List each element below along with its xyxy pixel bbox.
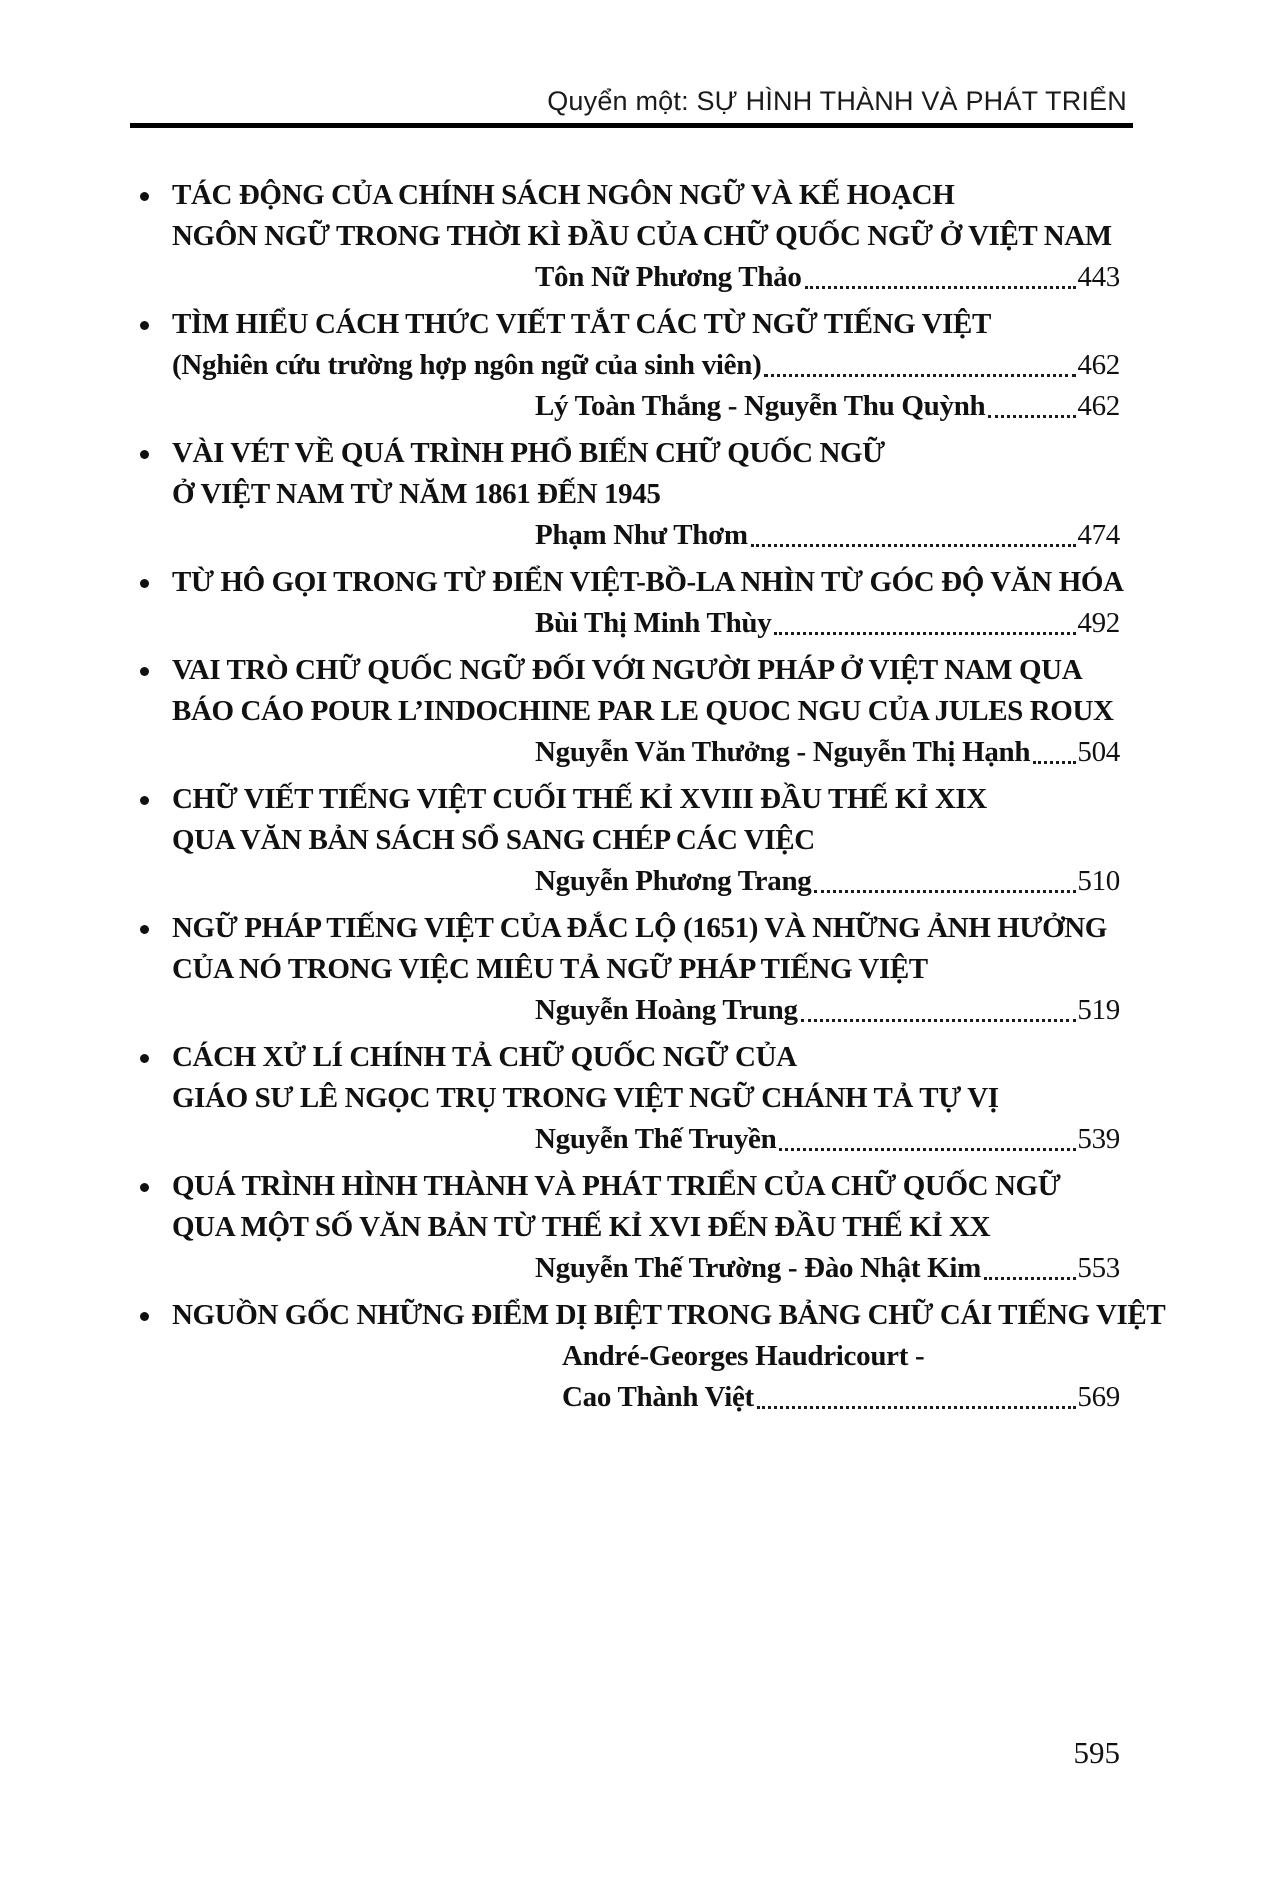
entry-title-line: CỦA NÓ TRONG VIỆC MIÊU TẢ NGỮ PHÁP TIẾNG VIỆT bbox=[172, 953, 928, 985]
entry-credit-line bbox=[130, 861, 1120, 902]
entry-title-line: VÀI VÉT VỀ QUÁ TRÌNH PHỔ BIẾN CHỮ QUỐC NGỮ bbox=[130, 433, 1120, 474]
bullet-icon bbox=[140, 1312, 149, 1321]
credit-page-number: 519 bbox=[1077, 994, 1120, 1026]
credit-page-number: 462 bbox=[1077, 390, 1120, 422]
credit-page-number: 504 bbox=[1077, 736, 1120, 768]
bullet-icon bbox=[140, 1183, 149, 1192]
credit-name: Nguyễn Văn Thưởng - Nguyễn Thị Hạnh bbox=[535, 736, 1031, 768]
entry-title-line: VAI TRÒ CHỮ QUỐC NGỮ ĐỐI VỚI NGƯỜI PHÁP Ở VIỆT NAM QUA bbox=[130, 650, 1120, 691]
toc-entry bbox=[130, 779, 1120, 902]
bullet-icon bbox=[140, 1054, 149, 1063]
credit-name: Phạm Như Thơm bbox=[535, 519, 748, 551]
entry-title-line: QUA VĂN BẢN SÁCH SỔ SANG CHÉP CÁC VIỆC bbox=[172, 824, 815, 856]
bullet-icon bbox=[140, 192, 149, 201]
entry-credit-line bbox=[130, 386, 1120, 427]
entry-credit-line bbox=[130, 345, 1120, 386]
credit-page-number: 443 bbox=[1077, 261, 1120, 293]
dot-leader-icon bbox=[814, 890, 1076, 893]
dot-leader-icon bbox=[774, 632, 1076, 635]
entry-credit-line bbox=[130, 1119, 1120, 1160]
toc-entry bbox=[130, 562, 1124, 644]
entry-title-line: CÁCH XỬ LÍ CHÍNH TẢ CHỮ QUỐC NGỮ CỦA bbox=[130, 1037, 1120, 1078]
page-content bbox=[130, 0, 1166, 1418]
entry-title-line: TÌM HIỂU CÁCH THỨC VIẾT TẮT CÁC TỪ NGỮ TIẾNG VIỆT bbox=[130, 304, 1120, 345]
bullet-icon bbox=[140, 796, 149, 805]
toc-entry bbox=[130, 1295, 1166, 1418]
bullet-icon bbox=[140, 321, 149, 330]
credit-name: Nguyễn Hoàng Trung bbox=[535, 994, 798, 1026]
credit-page-number: 569 bbox=[1077, 1381, 1120, 1413]
entry-title-line: TỪ HÔ GỌI TRONG TỪ ĐIỂN VIỆT-BỒ-LA NHÌN TỪ GÓC ĐỘ VĂN HÓA bbox=[130, 562, 1120, 603]
running-head bbox=[130, 86, 1133, 116]
credit-name: (Nghiên cứu trường hợp ngôn ngữ của sinh viên) bbox=[172, 349, 762, 381]
bullet-icon bbox=[140, 450, 149, 459]
entry-title-line: NGUỒN GỐC NHỮNG ĐIỂM DỊ BIỆT TRONG BẢNG CHỮ CÁI TIẾNG VIỆT bbox=[130, 1295, 1120, 1336]
toc-entry bbox=[130, 1166, 1120, 1289]
entry-credit-line bbox=[130, 732, 1120, 773]
entry-title-line: BÁO CÁO POUR L’INDOCHINE PAR LE QUOC NGU CỦA JULES ROUX bbox=[172, 695, 1114, 727]
entry-title-line: GIÁO SƯ LÊ NGỌC TRỤ TRONG VIỆT NGỮ CHÁNH TẢ TỰ VỊ bbox=[172, 1082, 999, 1114]
entry-title-line: QUÁ TRÌNH HÌNH THÀNH VÀ PHÁT TRIỂN CỦA CHỮ QUỐC NGỮ bbox=[130, 1166, 1120, 1207]
credit-name: Nguyễn Thế Trường - Đào Nhật Kim bbox=[535, 1252, 982, 1284]
entry-credit-line bbox=[130, 1336, 1120, 1377]
entry-credit-line bbox=[130, 1377, 1120, 1418]
credit-page-number: 553 bbox=[1077, 1252, 1120, 1284]
dot-leader-icon bbox=[805, 286, 1077, 289]
credit-name: André-Georges Haudricourt - bbox=[562, 1340, 925, 1372]
toc-entry bbox=[130, 304, 1120, 427]
credit-page-number: 474 bbox=[1077, 519, 1120, 551]
entry-credit-line bbox=[130, 603, 1120, 644]
credit-name: Cao Thành Việt bbox=[562, 1381, 754, 1413]
dot-leader-icon bbox=[757, 1406, 1077, 1409]
credit-name: Bùi Thị Minh Thùy bbox=[535, 607, 772, 639]
entry-credit-line bbox=[130, 1248, 1120, 1289]
toc-entry bbox=[130, 1037, 1120, 1160]
credit-page-number: 492 bbox=[1077, 607, 1120, 639]
credit-page-number: 539 bbox=[1077, 1123, 1120, 1155]
bullet-icon bbox=[140, 579, 149, 588]
bullet-icon bbox=[140, 925, 149, 934]
credit-name: Tôn Nữ Phương Thảo bbox=[535, 261, 802, 293]
toc-list bbox=[130, 175, 1166, 1418]
dot-leader-icon bbox=[988, 415, 1076, 418]
entry-credit-line bbox=[130, 515, 1120, 556]
entry-credit-line bbox=[130, 257, 1120, 298]
dot-leader-icon bbox=[751, 544, 1077, 547]
entry-title-line: TÁC ĐỘNG CỦA CHÍNH SÁCH NGÔN NGỮ VÀ KẾ HOẠCH bbox=[130, 175, 1120, 216]
entry-title-line: NGÔN NGỮ TRONG THỜI KÌ ĐẦU CỦA CHỮ QUỐC NGỮ Ở VIỆT NAM bbox=[172, 220, 1112, 252]
dot-leader-icon bbox=[984, 1277, 1076, 1280]
toc-entry bbox=[130, 175, 1120, 298]
credit-name: Nguyễn Phương Trang bbox=[535, 865, 812, 897]
credit-name: Nguyễn Thế Truyền bbox=[535, 1123, 777, 1155]
header-rule bbox=[130, 123, 1133, 128]
book-part-title: Quyển một: SỰ HÌNH THÀNH VÀ PHÁT TRIỂN bbox=[547, 86, 1127, 116]
entry-title-line: QUA MỘT SỐ VĂN BẢN TỪ THẾ KỈ XVI ĐẾN ĐẦU THẾ KỈ XX bbox=[172, 1211, 991, 1243]
toc-entry bbox=[130, 433, 1120, 556]
entry-title-line: CHỮ VIẾT TIẾNG VIỆT CUỐI THẾ KỈ XVIII ĐẦU THẾ KỈ XIX bbox=[130, 779, 1120, 820]
bullet-icon bbox=[140, 667, 149, 676]
entry-title-line: Ở VIỆT NAM TỪ NĂM 1861 ĐẾN 1945 bbox=[172, 478, 661, 510]
credit-page-number: 462 bbox=[1077, 349, 1120, 381]
dot-leader-icon bbox=[764, 374, 1076, 377]
dot-leader-icon bbox=[801, 1019, 1077, 1022]
entry-title-line: NGỮ PHÁP TIẾNG VIỆT CỦA ĐẮC LỘ (1651) VÀ NHỮNG ẢNH HƯỞNG bbox=[130, 908, 1120, 949]
credit-name: Lý Toàn Thắng - Nguyễn Thu Quỳnh bbox=[535, 390, 986, 422]
credit-page-number: 510 bbox=[1077, 865, 1120, 897]
dot-leader-icon bbox=[779, 1148, 1076, 1151]
entry-credit-line bbox=[130, 990, 1120, 1031]
page-number: 595 bbox=[1073, 1735, 1120, 1770]
dot-leader-icon bbox=[1033, 761, 1076, 764]
toc-entry bbox=[130, 650, 1120, 773]
toc-entry bbox=[130, 908, 1120, 1031]
